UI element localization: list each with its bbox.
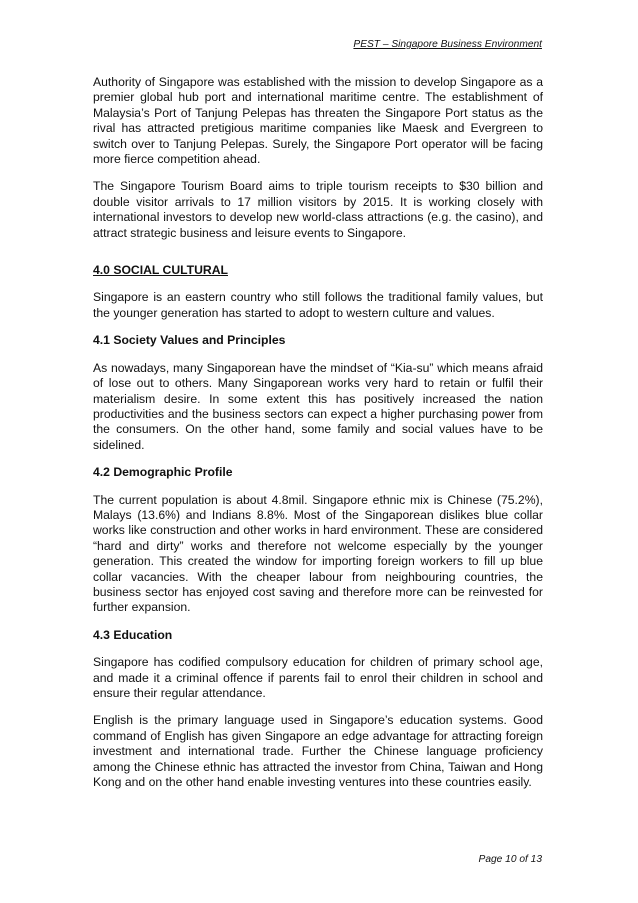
subsection-heading-demographic-profile: 4.2 Demographic Profile — [93, 465, 233, 480]
running-header: PEST – Singapore Business Environment — [353, 39, 542, 50]
subsection-heading-society-values: 4.1 Society Values and Principles — [93, 333, 286, 348]
paragraph-port-authority: Authority of Singapore was established with the mission to develop Singapore as a premier global hub port and international maritime centre. The establishment of Malaysia’s Port of Tanjung Pelepas has threaten the Singapore Port status as the rival has attracted pretigious maritime companies like Maesk and Evergreen to switch over to Tanjung Pelepas. Surely, the Singapore Port operator will be facing more fierce competition ahead. — [93, 75, 543, 167]
paragraph-education-compulsory: Singapore has codified compulsory education for children of primary school age, and made it a criminal offence if parents fail to enrol their children in school and ensure their regular attendance. — [93, 655, 543, 700]
page-number: Page 10 of 13 — [478, 854, 542, 865]
paragraph-education-english: English is the primary language used in Singapore’s education systems. Good command of English has given Singapore an edge advantage for attracting foreign investment and international trade. Further the Chinese language proficiency among the Chinese ethnic has attracted the investor from China, Taiwan and Hong Kong and on the other hand enable investing ventures into these countries easily. — [93, 713, 543, 790]
body-content — [93, 75, 543, 802]
paragraph-tourism-board: The Singapore Tourism Board aims to triple tourism receipts to $30 billion and double visitor arrivals to 17 million visitors by 2015. It is working closely with international investors to develop new world-class attractions (e.g. the casino), and attract strategic business and leisure events to Singapore. — [93, 179, 543, 240]
subsection-heading-education: 4.3 Education — [93, 627, 173, 642]
section-heading-social-cultural: 4.0 SOCIAL CULTURAL — [93, 263, 228, 278]
paragraph-demographic-profile: The current population is about 4.8mil. Singapore ethnic mix is Chinese (75.2%), Malays (13.6%) and Indians 8.8%. Most of the Singaporean dislikes blue collar works like construction and other works in hard environment. These are considered “hard and dirty” works and therefore not welcome especially by the younger generation. This created the window for importing foreign workers to fill up blue collar vacancies. With the cheaper labour from neighbouring countries, the business sector has enjoyed cost saving and therefore more can be reinvested for further expansion. — [93, 492, 543, 615]
paragraph-society-values: As nowadays, many Singaporean have the mindset of “Kia-su” which means afraid of lose out to others. Many Singaporean works very hard to retain or fulfil their materialism desire. In some extent this has positively increased the nation productivities and the business sectors can expect a higher purchasing power from the consumers. On the other hand, some family and social values have to be sidelined. — [93, 360, 543, 452]
paragraph-social-cultural: Singapore is an eastern country who still follows the traditional family values, but the younger generation has started to adopt to western culture and values. — [93, 290, 543, 320]
